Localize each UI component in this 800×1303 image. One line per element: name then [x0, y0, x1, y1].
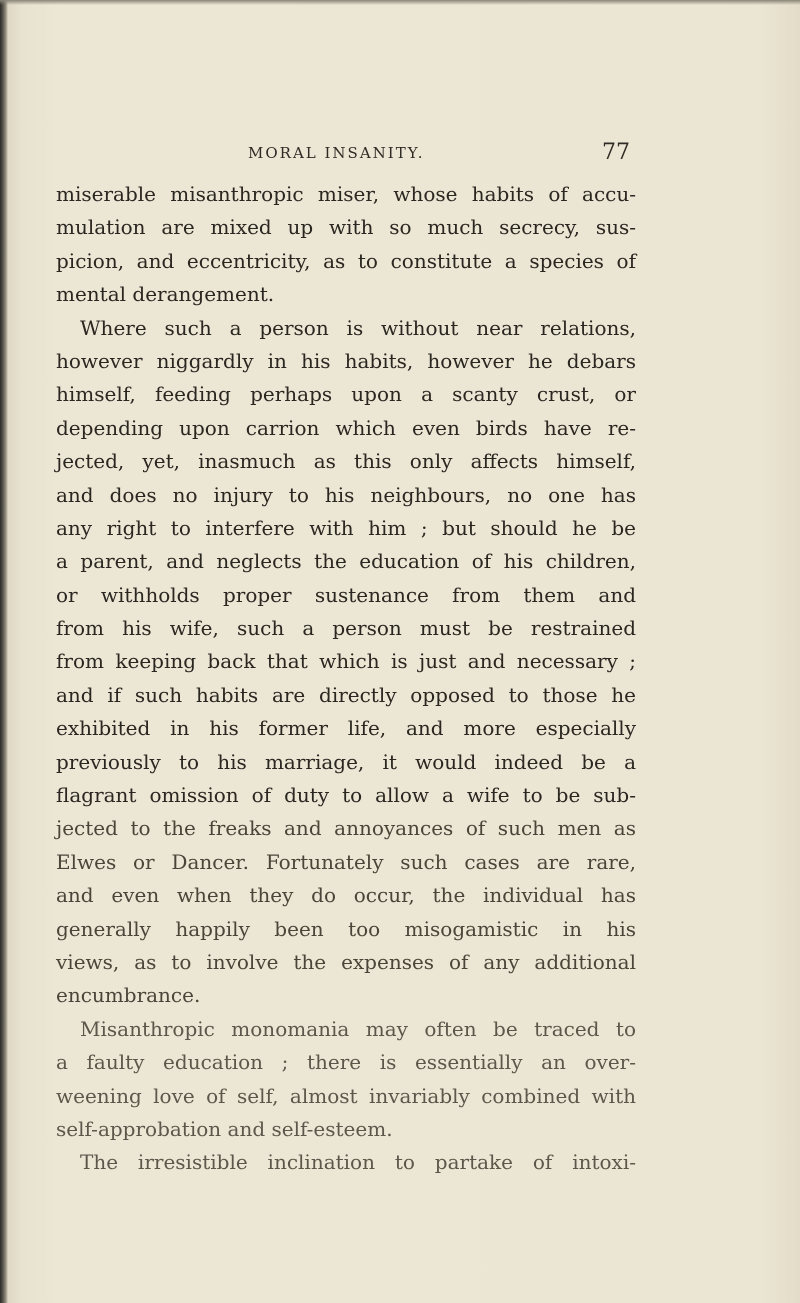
text-line: Where such a person is without near relations,: [80, 315, 636, 340]
text-line: previously to his marriage, it would indeed be a: [56, 749, 636, 774]
text-line: any right to interfere with him ; but should he be: [56, 515, 636, 540]
text-line: picion, and eccentricity, as to constitute a species of: [56, 248, 636, 273]
text-line: and if such habits are directly opposed to those he: [56, 682, 636, 707]
running-head-title: MORAL INSANITY.: [248, 144, 425, 162]
running-head: [58, 140, 630, 170]
text-line: depending upon carrion which even birds have re-: [56, 415, 636, 440]
binding-edge: [0, 0, 8, 1303]
text-line: weening love of self, almost invariably combined with: [56, 1083, 636, 1108]
text-line: jected to the freaks and annoyances of such men as: [56, 816, 636, 841]
text-line: exhibited in his former life, and more especially: [56, 716, 636, 741]
text-line: and does no injury to his neighbours, no one has: [56, 482, 636, 507]
text-line: mulation are mixed up with so much secrecy, sus-: [56, 215, 636, 240]
text-line: generally happily been too misogamistic in his: [56, 916, 636, 941]
body-text: [56, 178, 636, 1180]
text-line: however niggardly in his habits, however he debars: [56, 348, 636, 373]
text-line: miserable misanthropic miser, whose habits of accu-: [56, 182, 636, 206]
text-line: jected, yet, inasmuch as this only affects himself,: [56, 449, 636, 474]
text-line: from his wife, such a person must be restrained: [56, 616, 636, 641]
text-line: flagrant omission of duty to allow a wife to be sub-: [56, 783, 636, 808]
text-line: Misanthropic monomania may often be traced to: [80, 1016, 636, 1041]
text-line: himself, feeding perhaps upon a scanty crust, or: [56, 382, 636, 407]
text-line: The irresistible inclination to partake of intoxi-: [80, 1150, 636, 1175]
text-line: views, as to involve the expenses of any additional: [56, 949, 636, 974]
text-line: a faulty education ; there is essentially an over-: [56, 1050, 636, 1075]
text-line: encumbrance.: [56, 983, 201, 1008]
text-line: from keeping back that which is just and necessary ;: [56, 649, 636, 674]
text-line: and even when they do occur, the individual has: [56, 883, 636, 908]
page-number: 77: [602, 140, 630, 165]
text-line: Elwes or Dancer. Fortunately such cases are rare,: [56, 849, 636, 874]
text-line: self-approbation and self-esteem.: [56, 1116, 393, 1141]
text-line: a parent, and neglects the education of his children,: [56, 549, 636, 574]
text-line: or withholds proper sustenance from them and: [56, 582, 636, 607]
page-top-edge: [0, 0, 800, 5]
text-line: mental derangement.: [56, 282, 275, 307]
